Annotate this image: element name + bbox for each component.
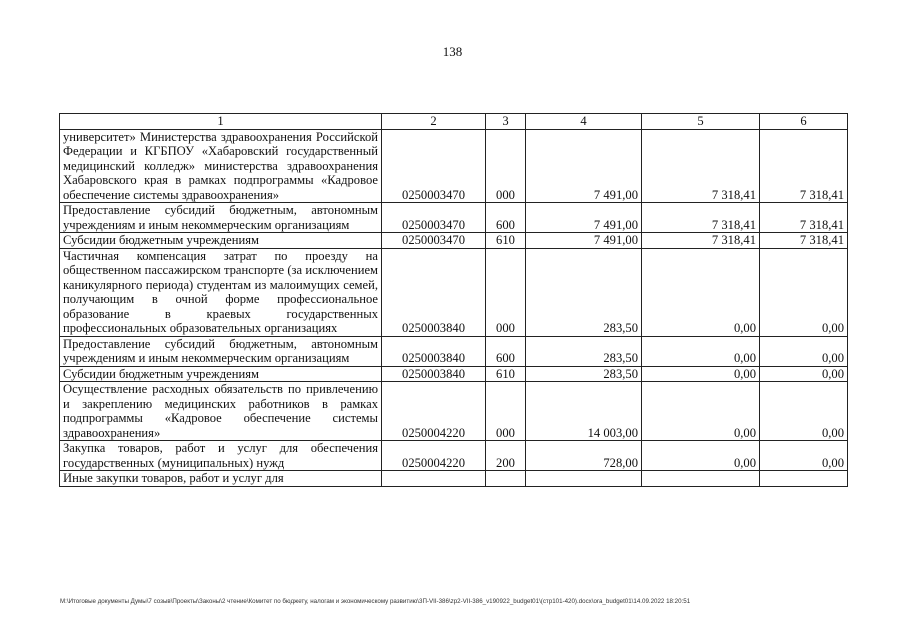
row-name: Закупка товаров, работ и услуг для обеспечения государственных (муниципальных) нужд xyxy=(60,441,382,471)
row-amount-col4 xyxy=(526,471,642,487)
row-amount-col6: 7 318,41 xyxy=(760,129,848,203)
row-amount-col6: 0,00 xyxy=(760,248,848,336)
row-amount-col4: 283,50 xyxy=(526,248,642,336)
table-row xyxy=(60,203,848,233)
row-amount-col6: 7 318,41 xyxy=(760,233,848,249)
row-expense-type: 000 xyxy=(486,248,526,336)
row-target-code: 0250004220 xyxy=(382,441,486,471)
row-amount-col6: 0,00 xyxy=(760,382,848,441)
row-amount-col5: 0,00 xyxy=(642,248,760,336)
table-row xyxy=(60,233,848,249)
row-amount-col5: 0,00 xyxy=(642,336,760,366)
column-header: 1 xyxy=(60,114,382,130)
budget-table xyxy=(59,113,848,487)
page-number: 138 xyxy=(442,44,463,59)
table-header-row xyxy=(60,114,848,130)
row-expense-type: 000 xyxy=(486,382,526,441)
row-name: университет» Министерства здравоохранения Российской Федерации и КГБПОУ «Хабаровский государственный медицинский колледж» министерства здравоохранения Хабаровского края в рамках подпрограммы «Кадровое обеспечение системы здравоохранения» xyxy=(60,129,382,203)
row-amount-col5: 7 318,41 xyxy=(642,233,760,249)
row-expense-type: 000 xyxy=(486,129,526,203)
row-target-code: 0250004220 xyxy=(382,382,486,441)
row-amount-col5 xyxy=(642,471,760,487)
row-amount-col6: 0,00 xyxy=(760,336,848,366)
row-amount-col4: 283,50 xyxy=(526,366,642,382)
column-header: 3 xyxy=(486,114,526,130)
row-expense-type: 610 xyxy=(486,366,526,382)
row-name: Предоставление субсидий бюджетным, автономным учреждениям и иным некоммерческим организациям xyxy=(60,336,382,366)
row-name: Частичная компенсация затрат по проезду на общественном пассажирском транспорте (за исключением каникулярного периода) студентам из малоимущих семей, получающим в очной форме профессиональное образование в краевых государственных профессиональных образовательных организациях xyxy=(60,248,382,336)
row-amount-col4: 7 491,00 xyxy=(526,233,642,249)
row-target-code: 0250003470 xyxy=(382,203,486,233)
column-header: 5 xyxy=(642,114,760,130)
row-amount-col6: 0,00 xyxy=(760,441,848,471)
row-amount-col4: 728,00 xyxy=(526,441,642,471)
row-expense-type: 600 xyxy=(486,336,526,366)
row-expense-type: 600 xyxy=(486,203,526,233)
column-header: 4 xyxy=(526,114,642,130)
row-target-code: 0250003840 xyxy=(382,336,486,366)
row-name: Субсидии бюджетным учреждениям xyxy=(60,233,382,249)
row-expense-type xyxy=(486,471,526,487)
row-amount-col6 xyxy=(760,471,848,487)
row-amount-col5: 0,00 xyxy=(642,382,760,441)
document-path-footer: M:\Итоговые документы Думы\7 созыв\Проекты\Законы\2 чтение\Комитет по бюджету, налогам и экономическому развитию\3П-VII-386\zp2-VII-386_v190922_budget01\(стр101-420).docx\ora_budget01\14.09.2022 18:20:51 xyxy=(60,598,691,605)
row-name: Осуществление расходных обязательств по привлечению и закреплению медицинских работников в рамках подпрограммы «Кадровое обеспечение системы здравоохранения» xyxy=(60,382,382,441)
row-amount-col6: 7 318,41 xyxy=(760,203,848,233)
row-amount-col5: 0,00 xyxy=(642,366,760,382)
row-amount-col4: 283,50 xyxy=(526,336,642,366)
row-name: Субсидии бюджетным учреждениям xyxy=(60,366,382,382)
row-name: Иные закупки товаров, работ и услуг для xyxy=(60,471,382,487)
table-row xyxy=(60,366,848,382)
row-target-code: 0250003840 xyxy=(382,248,486,336)
table-row xyxy=(60,336,848,366)
row-target-code: 0250003840 xyxy=(382,366,486,382)
row-amount-col5: 7 318,41 xyxy=(642,129,760,203)
table-row xyxy=(60,248,848,336)
column-header: 6 xyxy=(760,114,848,130)
row-amount-col5: 0,00 xyxy=(642,441,760,471)
row-target-code: 0250003470 xyxy=(382,233,486,249)
row-amount-col4: 7 491,00 xyxy=(526,203,642,233)
table-row xyxy=(60,441,848,471)
row-name: Предоставление субсидий бюджетным, автономным учреждениям и иным некоммерческим организациям xyxy=(60,203,382,233)
row-amount-col4: 7 491,00 xyxy=(526,129,642,203)
column-header: 2 xyxy=(382,114,486,130)
row-target-code: 0250003470 xyxy=(382,129,486,203)
row-target-code xyxy=(382,471,486,487)
row-amount-col4: 14 003,00 xyxy=(526,382,642,441)
row-amount-col5: 7 318,41 xyxy=(642,203,760,233)
row-expense-type: 200 xyxy=(486,441,526,471)
row-expense-type: 610 xyxy=(486,233,526,249)
table-row xyxy=(60,471,848,487)
row-amount-col6: 0,00 xyxy=(760,366,848,382)
table-row xyxy=(60,129,848,203)
table-row xyxy=(60,382,848,441)
